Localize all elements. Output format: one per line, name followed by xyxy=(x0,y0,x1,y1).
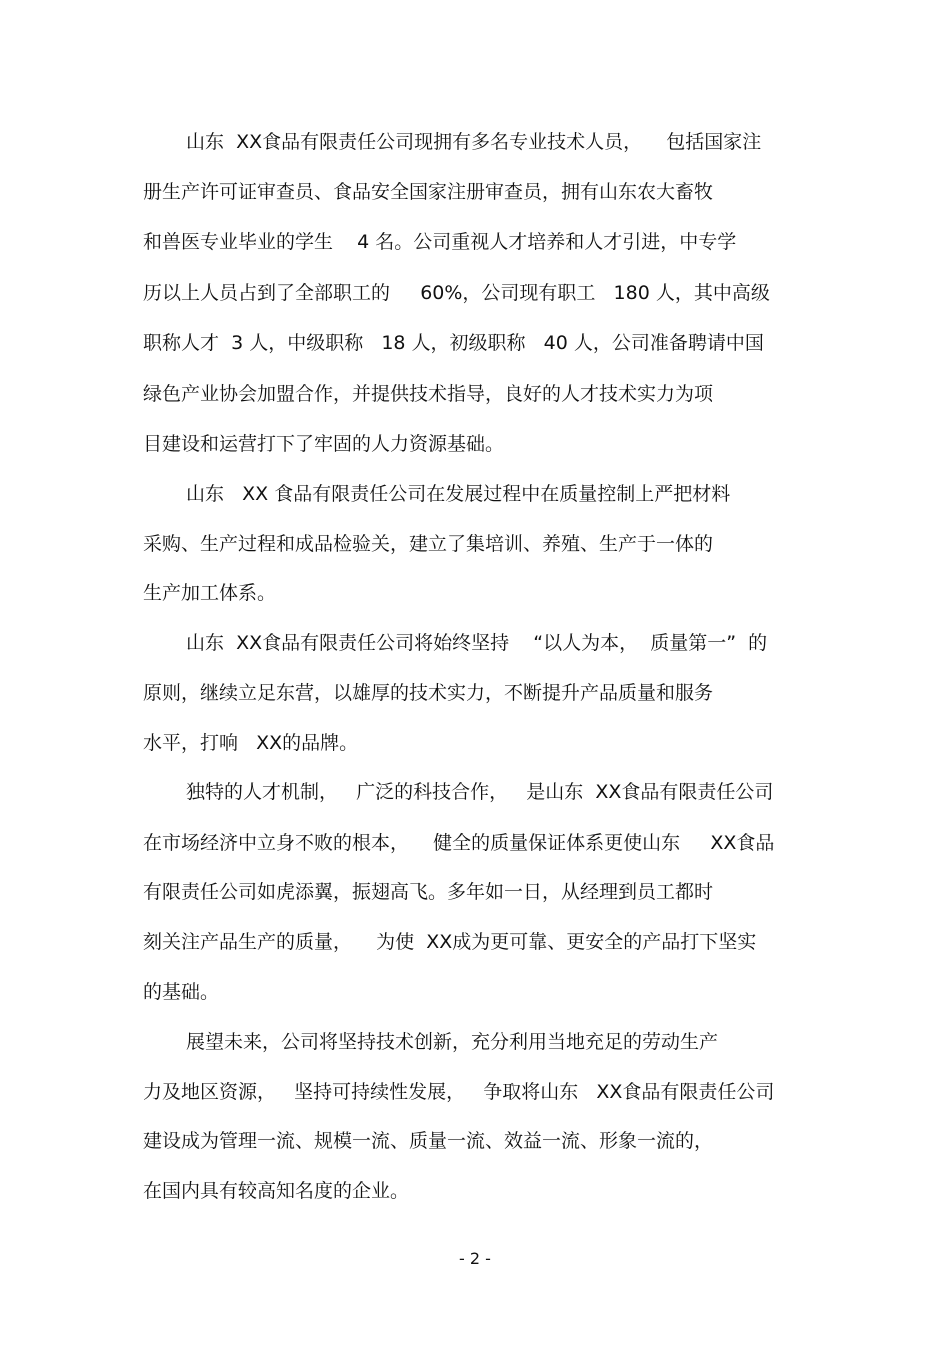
paragraph-1-line-4: 历以上人员占到了全部职工的 60%，公司现有职工 180 人，其中高级 xyxy=(143,282,770,304)
paragraph-1-line-6: 绿色产业协会加盟合作，并提供技术指导，良好的人才技术实力为项 xyxy=(143,383,714,405)
paragraph-5-line-3: 建设成为管理一流、规模一流、质量一流、效益一流、形象一流的， xyxy=(143,1130,714,1152)
paragraph-4-line-4: 刻关注产品生产的质量， 为使 XX成为更可靠、更安全的产品打下坚实 xyxy=(143,931,757,953)
paragraph-1-line-2: 册生产许可证审查员、食品安全国家注册审查员，拥有山东农大畜牧 xyxy=(143,181,714,203)
paragraph-4-line-1: 独特的人才机制， 广泛的科技合作， 是山东 XX食品有限责任公司 xyxy=(186,781,774,803)
paragraph-2-line-1: 山东 XX 食品有限责任公司在发展过程中在质量控制上严把材料 xyxy=(186,483,731,505)
paragraph-1-line-7: 目建设和运营打下了牢固的人力资源基础。 xyxy=(143,433,505,455)
paragraph-5-line-1: 展望未来，公司将坚持技术创新，充分利用当地充足的劳动生产 xyxy=(186,1031,719,1053)
paragraph-2-line-3: 生产加工体系。 xyxy=(143,582,277,604)
paragraph-1-line-5: 职称人才 3 人，中级职称 18 人，初级职称 40 人，公司准备聘请中国 xyxy=(143,332,764,354)
paragraph-3-line-2: 原则，继续立足东营，以雄厚的技术实力，不断提升产品质量和服务 xyxy=(143,682,714,704)
paragraph-5-line-4: 在国内具有较高知名度的企业。 xyxy=(143,1180,410,1202)
paragraph-4-line-5: 的基础。 xyxy=(143,981,220,1003)
paragraph-5-line-2: 力及地区资源， 坚持可持续性发展， 争取将山东 XX食品有限责任公司 xyxy=(143,1081,775,1103)
paragraph-3-line-3: 水平，打响 XX的品牌。 xyxy=(143,732,359,754)
page-number: - 2 - xyxy=(459,1249,491,1268)
paragraph-2-line-2: 采购、生产过程和成品检验关，建立了集培训、养殖、生产于一体的 xyxy=(143,533,714,555)
paragraph-4-line-2: 在市场经济中立身不败的根本， 健全的质量保证体系更使山东 XX食品 xyxy=(143,832,775,854)
paragraph-1-line-1: 山东 XX食品有限责任公司现拥有多名专业技术人员， 包括国家注 xyxy=(186,131,762,153)
paragraph-4-line-3: 有限责任公司如虎添翼，振翅高飞。多年如一日，从经理到员工都时 xyxy=(143,881,714,903)
paragraph-3-line-1: 山东 XX食品有限责任公司将始终坚持 “以人为本， 质量第一” 的 xyxy=(186,632,768,654)
paragraph-1-line-3: 和兽医专业毕业的学生 4 名。公司重视人才培养和人才引进，中专学 xyxy=(143,231,737,253)
